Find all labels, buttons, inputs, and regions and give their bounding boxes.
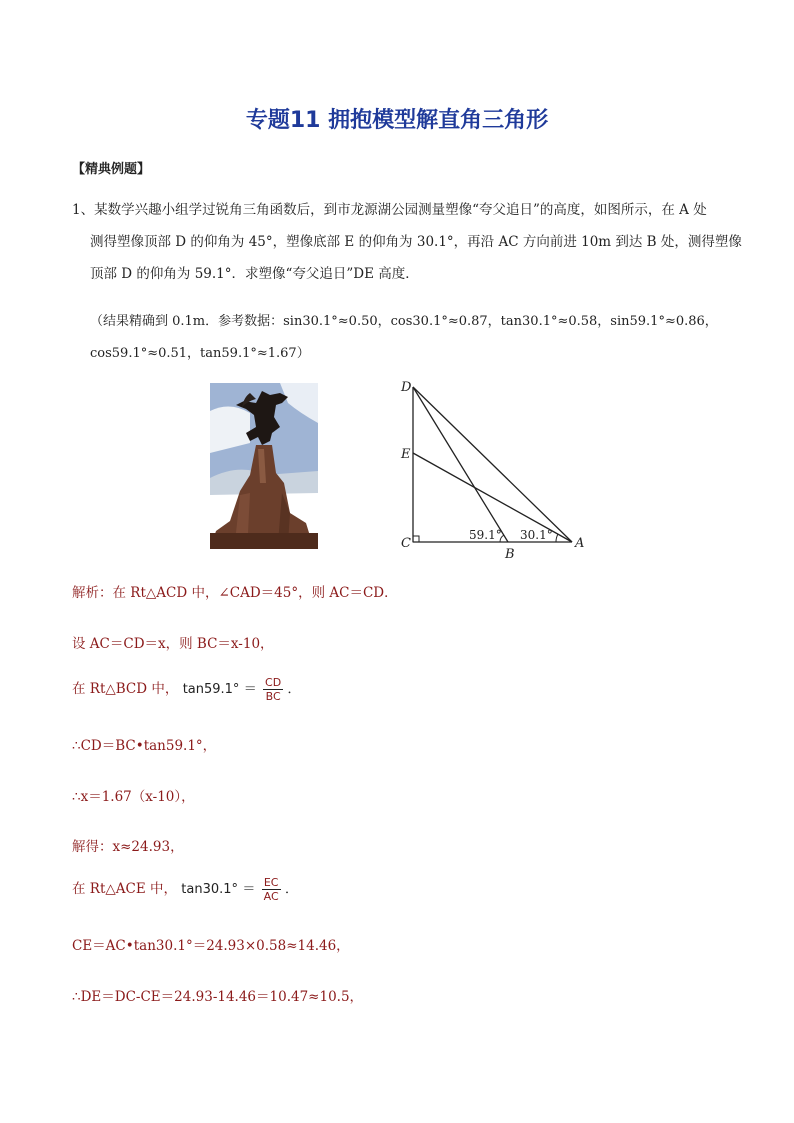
section-heading: 【精典例题】 — [72, 162, 151, 177]
statue-photo — [210, 383, 318, 549]
solution-line-4: ∴CD＝BC•tan59.1°， — [72, 738, 217, 754]
label-D: D — [401, 380, 412, 395]
solution-line-3-func: tan59.1° — [182, 682, 240, 697]
fraction-denominator: AC — [263, 890, 279, 903]
solution-line-9: ∴DE＝DC-CE＝24.93-14.46＝10.47≈10.5， — [72, 989, 364, 1005]
solution-line-8: CE＝AC•tan30.1°＝24.93×0.58≈14.46， — [72, 938, 350, 954]
angle-label-a: 30.1° — [520, 528, 553, 542]
solution-line-1: 解析：在 Rt△ACD 中，∠CAD＝45°，则 AC＝CD． — [72, 585, 398, 601]
solution-line-7-func: tan30.1° — [181, 882, 239, 897]
page-title: 专题11 拥抱模型解直角三角形 — [245, 108, 549, 133]
problem-note-1: （结果精确到 0.1m．参考数据：sin30.1°≈0.50，cos30.1°≈0.87，tan30.1°≈0.58，sin59.1°≈0.86， — [90, 314, 718, 329]
segment-DA — [413, 387, 572, 542]
label-B: B — [505, 547, 515, 562]
fraction-cd-bc — [263, 676, 283, 703]
solution-line-7-eq: ＝ — [242, 882, 256, 897]
solution-line-3 — [72, 676, 301, 703]
problem-line-3: 顶部 D 的仰角为 59.1°．求塑像“夸父追日”DE 高度． — [90, 266, 419, 282]
label-E: E — [401, 447, 411, 462]
solution-line-5: ∴x＝1.67（x-10）， — [72, 789, 195, 805]
segment-DB — [413, 387, 508, 542]
problem-note-2: cos59.1°≈0.51，tan59.1°≈1.67） — [90, 346, 310, 361]
fraction-numerator: CD — [265, 676, 282, 689]
right-angle-mark — [413, 536, 419, 542]
label-A: A — [575, 536, 585, 551]
solution-line-7 — [72, 876, 298, 903]
problem-line-2: 测得塑像顶部 D 的仰角为 45°，塑像底部 E 的仰角为 30.1°，再沿 AC 方向前进 10m 到达 B 处，测得塑像 — [90, 234, 742, 250]
solution-line-6: 解得：x≈24.93， — [72, 839, 184, 855]
solution-line-3-end: ． — [287, 682, 301, 697]
fraction-numerator: EC — [262, 876, 281, 890]
solution-line-7-end: ． — [284, 882, 298, 897]
triangle-diagram — [396, 376, 596, 562]
solution-line-2: 设 AC＝CD＝x，则 BC＝x-10， — [72, 636, 274, 652]
solution-line-3-prefix: 在 Rt△BCD 中， — [72, 681, 179, 697]
angle-arc-a — [556, 534, 558, 542]
fraction-ec-ac — [262, 876, 281, 903]
angle-label-b: 59.1° — [469, 528, 502, 542]
problem-line-1: 1、某数学兴趣小组学过锐角三角函数后，到市龙源湖公园测量塑像“夸父追日”的高度，如图所示，在 A 处 — [72, 202, 707, 218]
solution-line-3-eq: ＝ — [243, 682, 257, 697]
solution-line-7-prefix: 在 Rt△ACE 中， — [72, 881, 177, 897]
label-C: C — [401, 536, 411, 551]
fraction-denominator: BC — [265, 690, 281, 703]
